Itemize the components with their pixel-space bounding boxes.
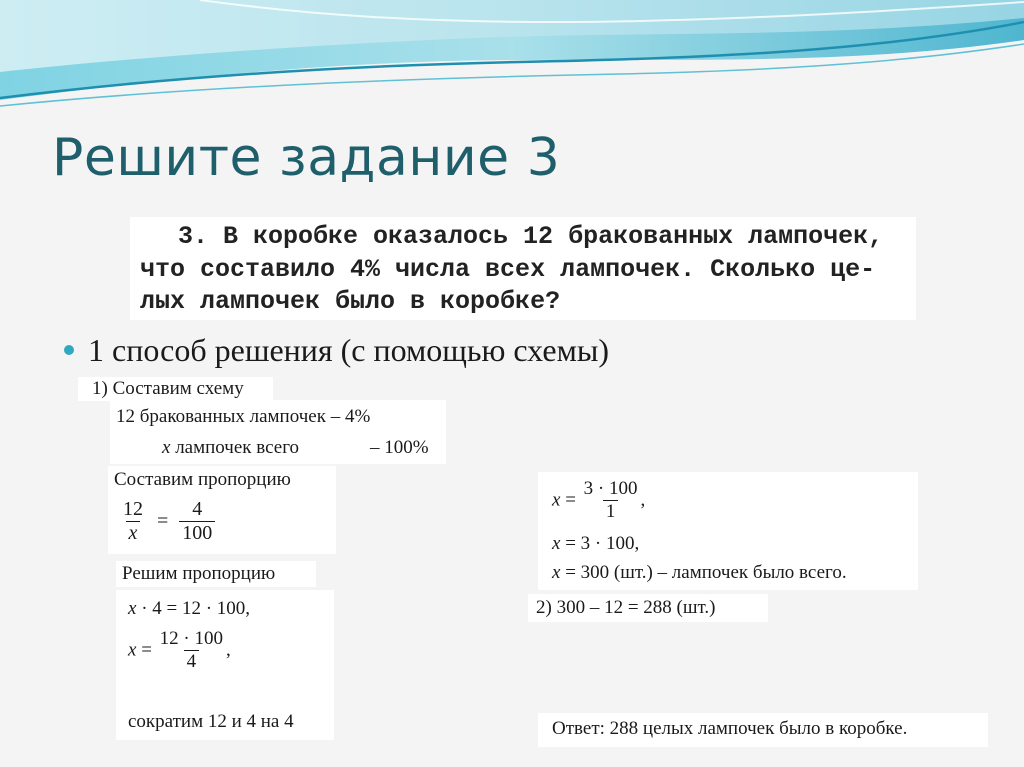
problem-line-3: лых лампочек было в коробке? bbox=[140, 287, 561, 316]
step1-card bbox=[78, 377, 273, 401]
bullet-dot-icon bbox=[64, 345, 74, 355]
problem-line-1: 3. В коробке оказалось 12 бракованных лампочек, bbox=[178, 222, 884, 251]
solve-line-1: x · 4 = 12 · 100, bbox=[128, 598, 251, 619]
right-fraction: x = $\frac{3 \cdot 100}{1}$ , bbox=[552, 478, 646, 522]
step2-text: 2) 300 – 12 = 288 (шт.) bbox=[536, 597, 716, 618]
solve-label-card bbox=[116, 561, 316, 587]
answer-card bbox=[538, 713, 988, 747]
problem-line-2: что составило 4% числа всех лампочек. Сколько це- bbox=[140, 255, 876, 284]
scheme-row-2: x лампочек всего bbox=[162, 437, 300, 458]
proportion-label: Составим пропорцию bbox=[114, 469, 291, 490]
solution-method-bullet bbox=[64, 332, 609, 369]
solve-label: Решим пропорцию bbox=[122, 563, 276, 584]
slide-title: Решите задание 3 bbox=[52, 128, 561, 188]
right-line-3: x = 300 (шт.) – лампочек было всего. bbox=[552, 562, 847, 583]
proportion-card bbox=[108, 466, 336, 554]
scheme-row-2-percent: – 100% bbox=[370, 437, 429, 458]
reduce-note: сократим 12 и 4 на 4 bbox=[128, 711, 294, 732]
right-solution-card bbox=[538, 472, 918, 590]
solve-card bbox=[116, 590, 334, 740]
step2-card bbox=[528, 594, 768, 622]
proportion-formula: $\frac{12}{x}$ = $\frac{4}{100}$ bbox=[120, 498, 215, 545]
bullet-text: 1 способ решения (с помощью схемы) bbox=[88, 332, 609, 368]
header-wave-decoration bbox=[0, 0, 1024, 120]
right-line-2: x = 3 · 100, bbox=[552, 533, 640, 554]
scheme-card bbox=[110, 400, 446, 464]
solve-fraction: x = $\frac{12 \cdot 100}{4}$ , bbox=[128, 628, 231, 672]
scheme-row-1: 12 бракованных лампочек – 4% bbox=[116, 406, 371, 427]
step1-label: 1) Составим схему bbox=[92, 378, 244, 399]
problem-statement bbox=[130, 217, 916, 320]
answer-text: Ответ: 288 целых лампочек было в коробке. bbox=[552, 718, 908, 739]
